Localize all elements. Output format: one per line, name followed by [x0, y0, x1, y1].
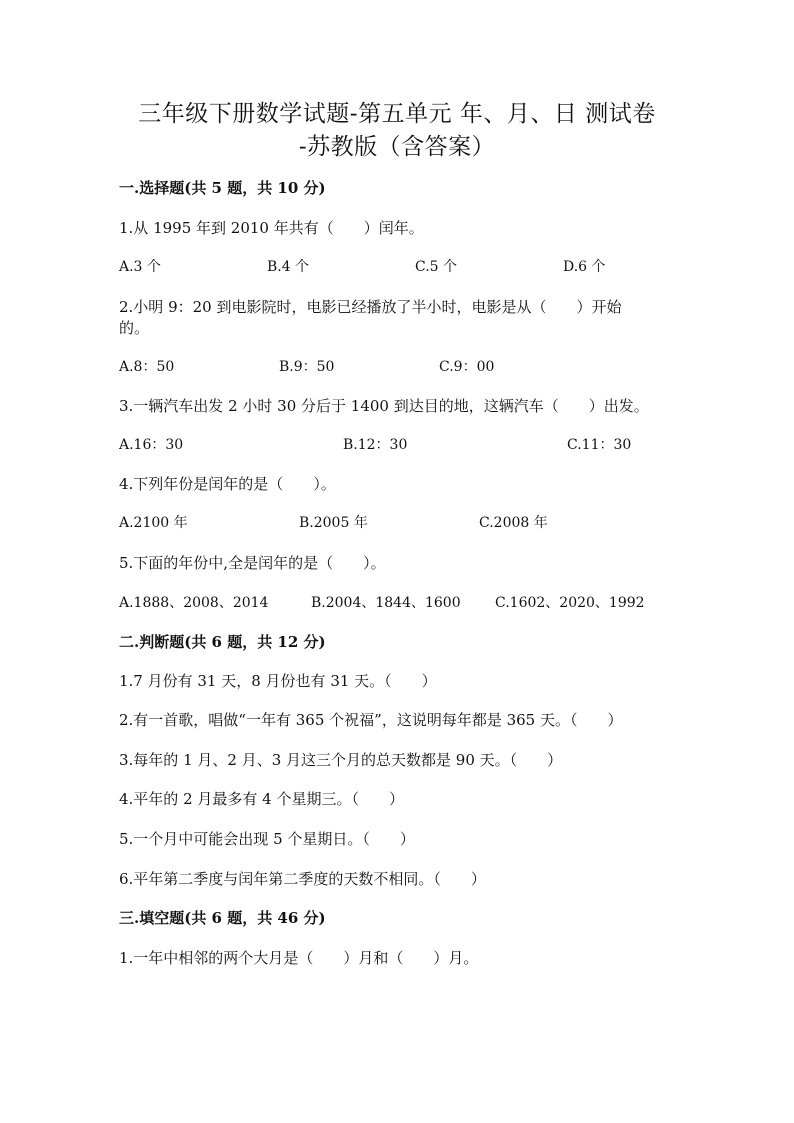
option-b: B.2004、1844、1600: [311, 595, 461, 611]
exam-title: [60, 98, 734, 164]
section-heading-judge: 二.判断题(共 6 题，共 12 分): [119, 633, 326, 651]
option-c: C.1602、2020、1992: [495, 595, 645, 611]
choice-question-2-line2: 的。: [119, 319, 150, 337]
option-c: C.2008 年: [479, 515, 548, 531]
choice-question-2-options: [119, 357, 679, 377]
choice-question-2-line1: 2.小明 9：20 到电影院时，电影已经播放了半小时，电影是从（ ）开始: [119, 298, 622, 316]
choice-question-1: 1.从 1995 年到 2010 年共有（ ）闰年。: [119, 219, 424, 237]
choice-question-5: 5.下面的年份中,全是闰年的是（ ）。: [119, 554, 386, 572]
judge-question-6: 6.平年第二季度与闰年第二季度的天数不相同。（ ）: [119, 870, 486, 888]
judge-question-3: 3.每年的 1 月、2 月、3 月这三个月的总天数都是 90 天。（ ）: [119, 751, 563, 769]
fill-question-1: 1.一年中相邻的两个大月是（ ）月和（ ）月。: [119, 949, 479, 967]
judge-question-4: 4.平年的 2 月最多有 4 个星期三。（ ）: [119, 790, 404, 808]
option-a: A.2100 年: [119, 515, 188, 531]
option-a: A.1888、2008、2014: [119, 595, 269, 611]
section-heading-fill: 三.填空题(共 6 题，共 46 分): [119, 909, 326, 927]
choice-question-4-options: [119, 513, 679, 533]
option-c: C.9：00: [439, 359, 495, 375]
option-c: C.5 个: [415, 259, 458, 275]
exam-title-line2: -苏教版（含答案）: [298, 134, 496, 160]
option-a: A.16：30: [119, 437, 184, 453]
choice-question-1-options: [119, 257, 679, 277]
option-b: B.4 个: [267, 259, 310, 275]
choice-question-3: 3.一辆汽车出发 2 小时 30 分后于 1400 到达目的地，这辆汽车（ ）出发。: [119, 397, 649, 415]
choice-question-3-options: [119, 435, 679, 455]
option-b: B.12：30: [343, 437, 408, 453]
option-a: A.8：50: [119, 359, 175, 375]
choice-question-4: 4.下列年份是闰年的是（ ）。: [119, 475, 336, 493]
choice-question-5-options: [119, 593, 679, 613]
option-a: A.3 个: [119, 259, 161, 275]
option-b: B.9：50: [279, 359, 335, 375]
option-d: D.6 个: [563, 259, 606, 275]
judge-question-2: 2.有一首歌，唱做“一年有 365 个祝福”，这说明每年都是 365 天。（ ）: [119, 711, 623, 729]
exam-title-line1: 三年级下册数学试题-第五单元 年、月、日 测试卷: [138, 101, 656, 127]
option-b: B.2005 年: [299, 515, 368, 531]
option-c: C.11：30: [567, 437, 632, 453]
judge-question-1: 1.7 月份有 31 天，8 月份也有 31 天。（ ）: [119, 672, 437, 690]
section-heading-choice: 一.选择题(共 5 题，共 10 分): [119, 179, 326, 197]
judge-question-5: 5.一个月中可能会出现 5 个星期日。（ ）: [119, 830, 415, 848]
